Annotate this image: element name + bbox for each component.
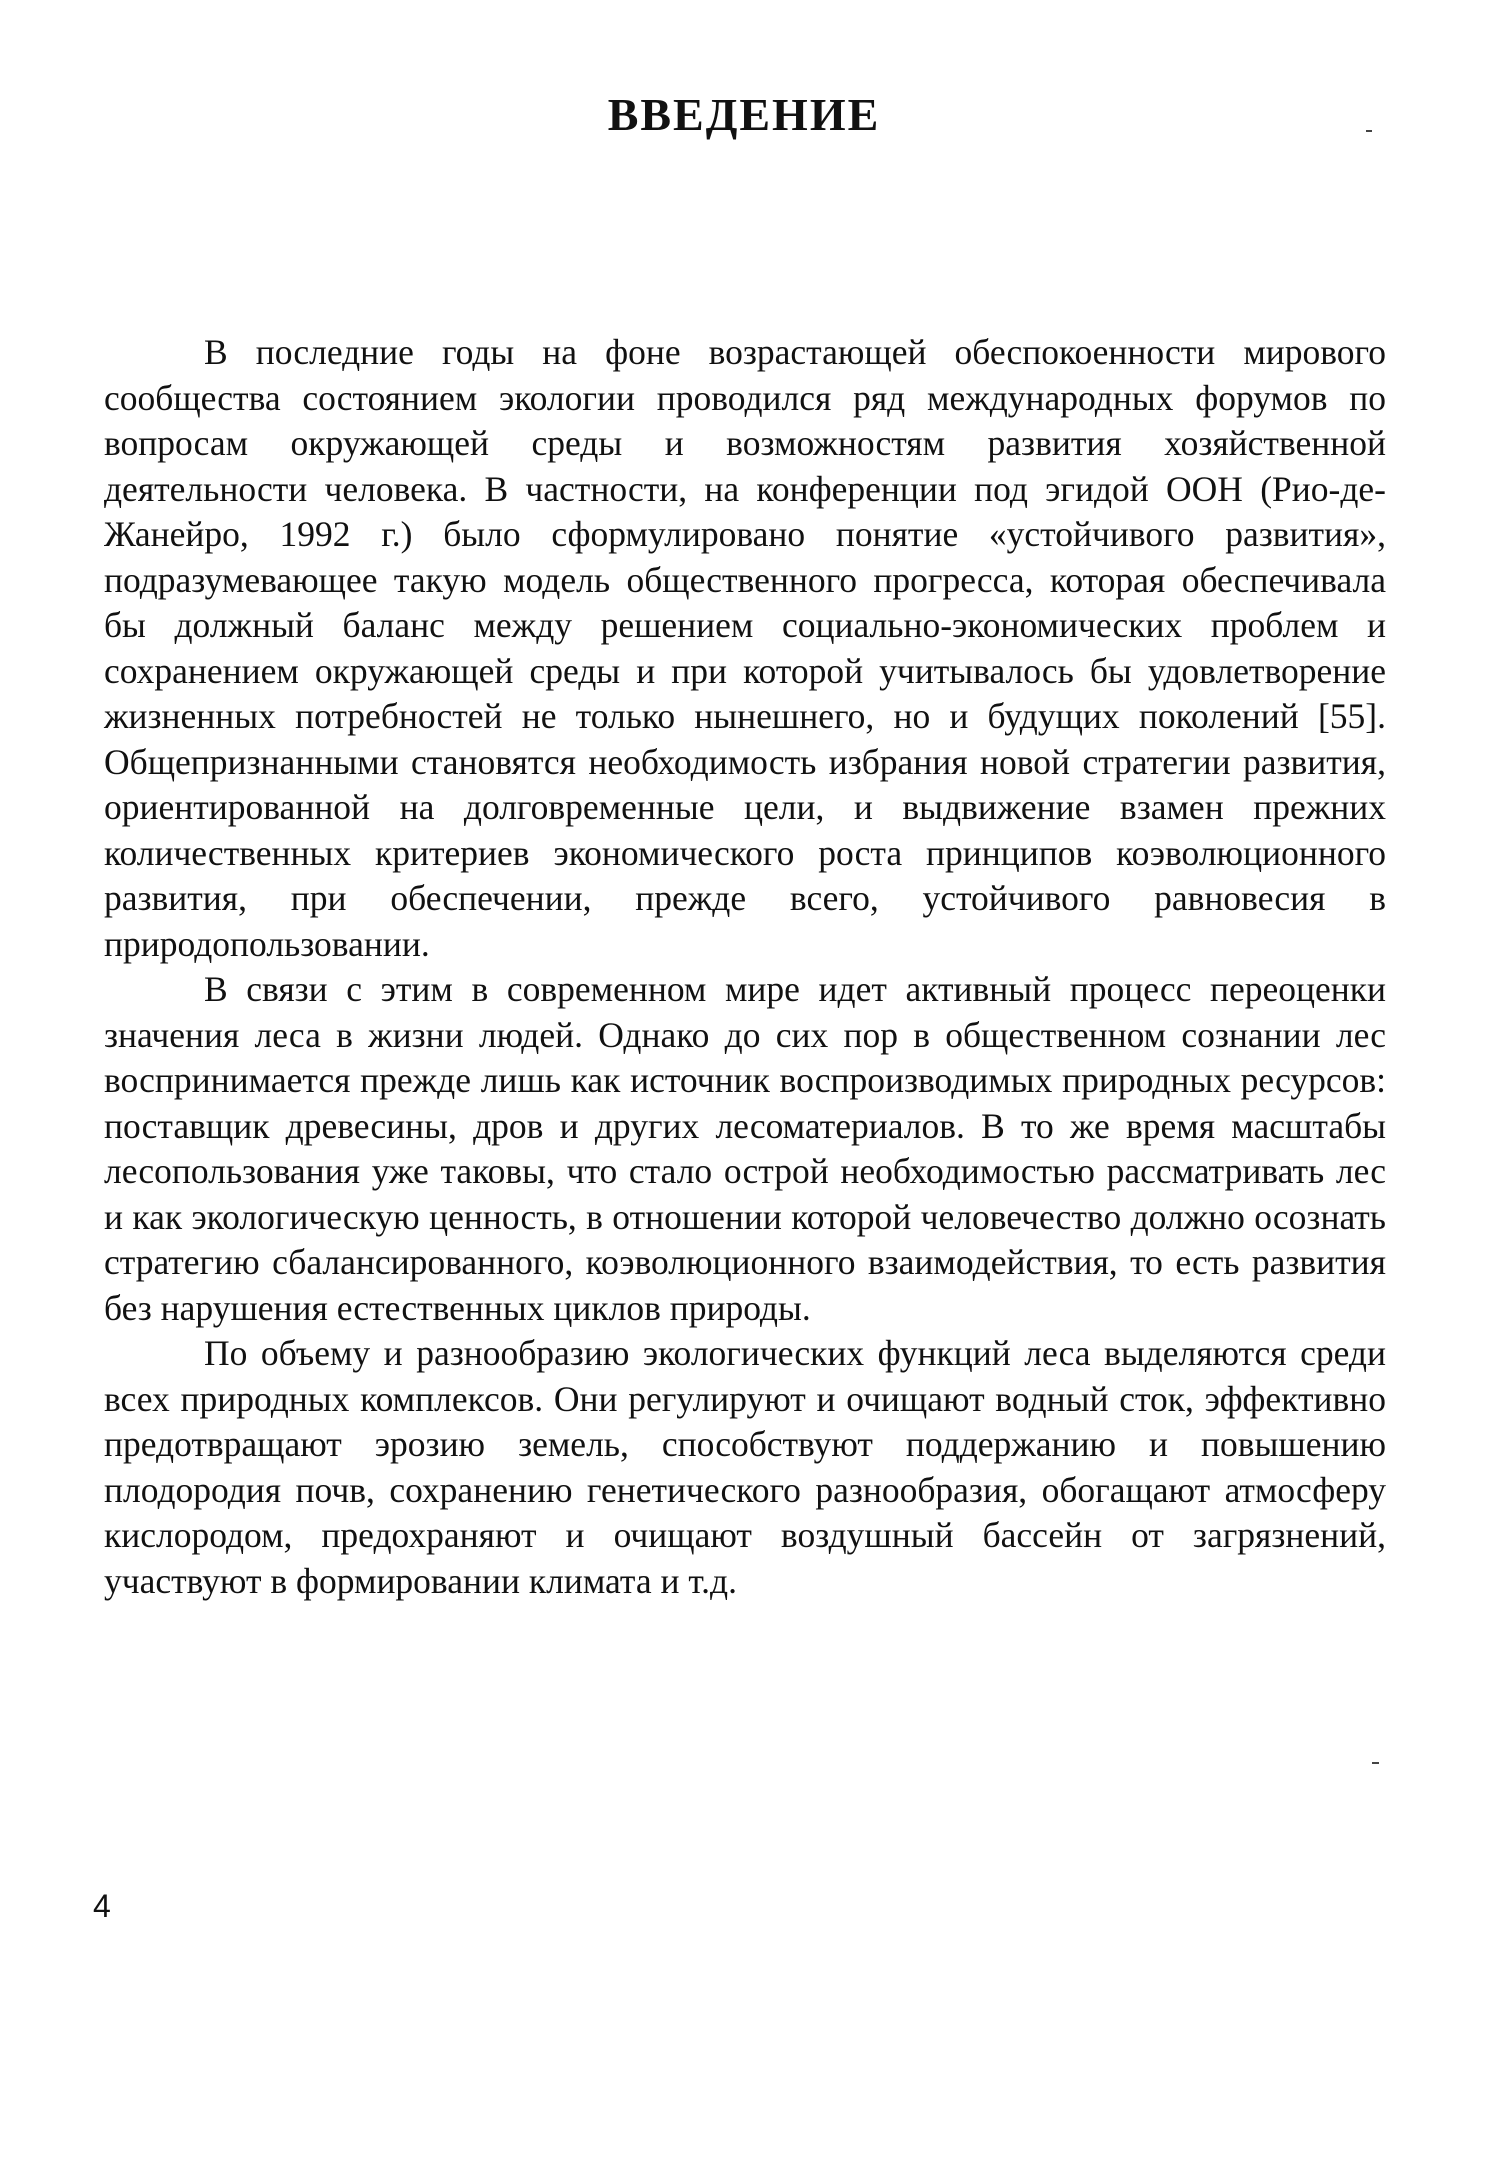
paragraph-1: В последние годы на фоне возрастающей обеспокоенности мирового сообщества состоянием экологии проводился ряд международных форумов по вопросам окружающей среды и возможностям развития хозяйственной деятельности человека. В частности, на конференции под эгидой ООН (Рио-де-Жанейро, 1992 г.) было сформулировано понятие «устойчивого развития», подразумевающее такую модель общественного прогресса, которая обеспечивала бы должный баланс между решением социально-экономических проблем и сохранением окружающей среды и при которой учитывалось бы удовлетворение жизненных потребностей не только нынешнего, но и будущих поколений [55]. Общепризнанными становятся необходимость избрания новой стратегии развития, ориентированной на долговременные цели, и выдвижение взамен прежних количественных критериев экономического роста принципов коэволюционного развития, при обеспечении, прежде всего, устойчивого равновесия в природопользовании. [104,332,1386,964]
paragraph-2: В связи с этим в современном мире идет активный процесс переоценки значения леса в жизни людей. Однако до сих пор в общественном сознании лес воспринимается прежде лишь как источник воспроизводимых природных ресурсов: поставщик древесины, дров и других лесоматериалов. В то же время масштабы лесопользования уже таковы, что стало острой необходимостью рассматривать лес и как экологическую ценность, в отношении которой человечество должно осознать стратегию сбалансированного, коэволюционного взаимодействия, то есть развития без нарушения естественных циклов природы. [104,969,1386,1328]
page-number: 4 [93,1888,111,1924]
scan-speck-mark [1366,130,1372,132]
paragraph-3: По объему и разнообразию экологических функций леса выделяются среди всех природных комплексов. Они регулируют и очищают водный сток, эффективно предотвращают эрозию земель, способствуют поддержанию и повышению плодородия почв, сохранению генетического разнообразия, обогащают атмосферу кислородом, предохраняют и очищают воздушный бассейн от загрязнений, участвуют в формировании климата и т.д. [104,1333,1386,1601]
page-title: ВВЕДЕНИЕ [607,89,881,140]
body-text [104,330,1386,1604]
scan-speck-mark [1372,1762,1379,1764]
